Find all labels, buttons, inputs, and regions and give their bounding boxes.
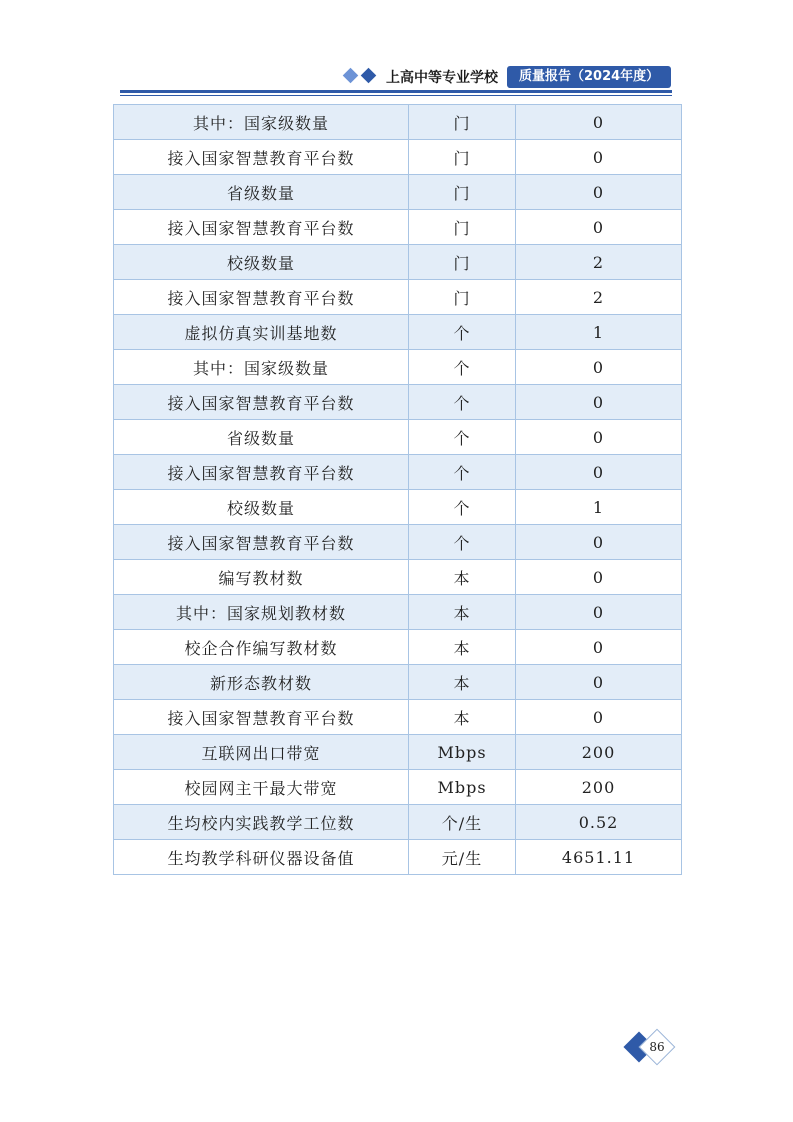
- row-unit-cell: 本: [409, 560, 516, 595]
- table-row: [114, 385, 682, 420]
- row-value-cell: 0: [516, 665, 682, 700]
- row-item-cell: 生均教学科研仪器设备值: [114, 840, 409, 875]
- row-unit-cell: 个: [409, 385, 516, 420]
- table-row: [114, 770, 682, 805]
- row-unit-cell: 本: [409, 595, 516, 630]
- row-unit-cell: 门: [409, 175, 516, 210]
- header-rule-thin: [120, 95, 672, 96]
- row-value-cell: 0: [516, 385, 682, 420]
- row-value-cell: 0: [516, 560, 682, 595]
- row-unit-cell: 元/生: [409, 840, 516, 875]
- row-value-cell: 0: [516, 525, 682, 560]
- row-unit-cell: 个: [409, 455, 516, 490]
- row-unit-cell: 个: [409, 490, 516, 525]
- header-diamonds-icon: [341, 68, 381, 84]
- page-header: [0, 62, 793, 102]
- row-item-cell: 虚拟仿真实训基地数: [114, 315, 409, 350]
- row-value-cell: 0: [516, 595, 682, 630]
- report-title-badge: 质量报告（2024年度）: [507, 66, 671, 88]
- row-unit-cell: 门: [409, 140, 516, 175]
- row-item-cell: 生均校内实践教学工位数: [114, 805, 409, 840]
- row-item-cell: 接入国家智慧教育平台数: [114, 455, 409, 490]
- table-row: [114, 840, 682, 875]
- row-unit-cell: Mbps: [409, 770, 516, 805]
- row-unit-cell: 门: [409, 280, 516, 315]
- row-item-cell: 校园网主干最大带宽: [114, 770, 409, 805]
- row-item-cell: 校级数量: [114, 245, 409, 280]
- row-value-cell: 4651.11: [516, 840, 682, 875]
- row-value-cell: 2: [516, 280, 682, 315]
- row-value-cell: 0.52: [516, 805, 682, 840]
- table-row: [114, 700, 682, 735]
- row-unit-cell: 门: [409, 245, 516, 280]
- row-item-cell: 校企合作编写教材数: [114, 630, 409, 665]
- row-item-cell: 接入国家智慧教育平台数: [114, 385, 409, 420]
- row-unit-cell: 本: [409, 665, 516, 700]
- row-value-cell: 0: [516, 105, 682, 140]
- row-unit-cell: 本: [409, 630, 516, 665]
- row-item-cell: 省级数量: [114, 175, 409, 210]
- row-unit-cell: 本: [409, 700, 516, 735]
- row-item-cell: 其中：国家级数量: [114, 350, 409, 385]
- table-row: [114, 350, 682, 385]
- row-value-cell: 0: [516, 700, 682, 735]
- row-unit-cell: 个: [409, 350, 516, 385]
- row-unit-cell: Mbps: [409, 735, 516, 770]
- row-value-cell: 0: [516, 210, 682, 245]
- row-value-cell: 1: [516, 315, 682, 350]
- school-name: 上高中等专业学校: [386, 70, 498, 86]
- row-value-cell: 1: [516, 490, 682, 525]
- row-item-cell: 省级数量: [114, 420, 409, 455]
- row-item-cell: 接入国家智慧教育平台数: [114, 210, 409, 245]
- table-row: [114, 735, 682, 770]
- row-value-cell: 0: [516, 420, 682, 455]
- row-item-cell: 接入国家智慧教育平台数: [114, 525, 409, 560]
- row-unit-cell: 个: [409, 315, 516, 350]
- table-row: [114, 280, 682, 315]
- table-row: [114, 455, 682, 490]
- page-number-badge: [624, 1030, 676, 1066]
- row-value-cell: 0: [516, 630, 682, 665]
- row-value-cell: 2: [516, 245, 682, 280]
- page-number: 86: [649, 1040, 665, 1054]
- table-row: [114, 630, 682, 665]
- row-item-cell: 编写教材数: [114, 560, 409, 595]
- table-row: [114, 175, 682, 210]
- row-item-cell: 新形态教材数: [114, 665, 409, 700]
- row-value-cell: 0: [516, 350, 682, 385]
- row-value-cell: 0: [516, 455, 682, 490]
- row-item-cell: 接入国家智慧教育平台数: [114, 280, 409, 315]
- table-row: [114, 315, 682, 350]
- row-item-cell: 其中：国家级数量: [114, 105, 409, 140]
- row-item-cell: 接入国家智慧教育平台数: [114, 700, 409, 735]
- row-item-cell: 其中：国家规划教材数: [114, 595, 409, 630]
- table-row: [114, 420, 682, 455]
- table-row: [114, 105, 682, 140]
- table-row: [114, 490, 682, 525]
- row-unit-cell: 门: [409, 210, 516, 245]
- row-value-cell: 0: [516, 140, 682, 175]
- row-unit-cell: 个: [409, 525, 516, 560]
- header-rule: [120, 90, 672, 93]
- row-item-cell: 互联网出口带宽: [114, 735, 409, 770]
- table-row: [114, 140, 682, 175]
- row-unit-cell: 个/生: [409, 805, 516, 840]
- row-item-cell: 校级数量: [114, 490, 409, 525]
- table-row: [114, 525, 682, 560]
- table-row: [114, 210, 682, 245]
- row-unit-cell: 个: [409, 420, 516, 455]
- row-value-cell: 0: [516, 175, 682, 210]
- row-value-cell: 200: [516, 770, 682, 805]
- row-value-cell: 200: [516, 735, 682, 770]
- table-row: [114, 665, 682, 700]
- table-row: [114, 560, 682, 595]
- row-item-cell: 接入国家智慧教育平台数: [114, 140, 409, 175]
- table-row: [114, 595, 682, 630]
- table-row: [114, 245, 682, 280]
- data-table: [113, 104, 682, 875]
- table-row: [114, 805, 682, 840]
- row-unit-cell: 门: [409, 105, 516, 140]
